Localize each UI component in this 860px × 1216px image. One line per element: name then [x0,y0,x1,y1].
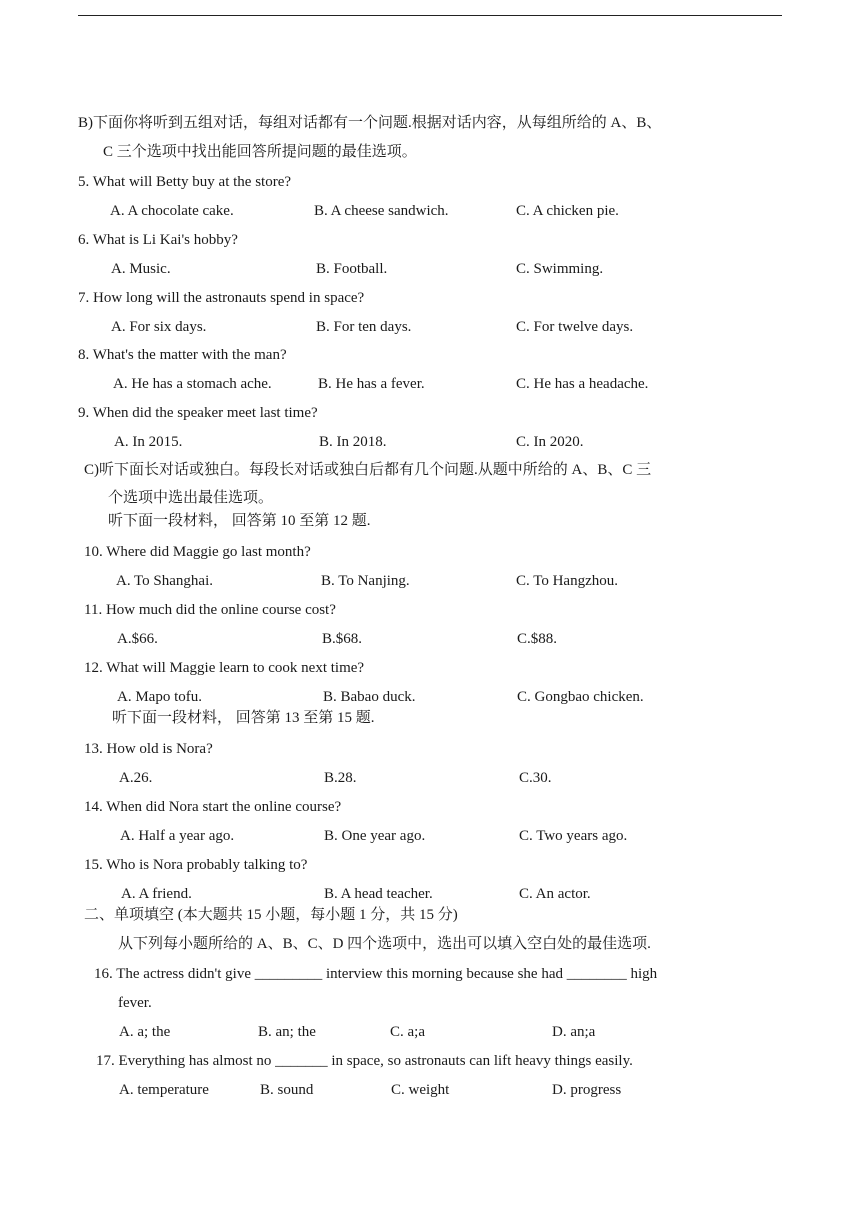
q7-option-b: B. For ten days. [316,319,412,335]
q17-option-c: C. weight [391,1082,450,1098]
question-11: 11. How much did the online course cost? [84,602,336,618]
q16-option-b: B. an; the [258,1024,316,1040]
q12-option-a: A. Mapo tofu. [117,689,202,705]
q17-option-b: B. sound [260,1082,314,1098]
question-8: 8. What's the matter with the man? [78,347,287,363]
question-14: 14. When did Nora start the online course? [84,799,342,815]
q6-option-a: A. Music. [111,261,171,277]
q10-option-a: A. To Shanghai. [116,573,214,589]
q8-option-c: C. He has a headache. [516,376,649,392]
q16-option-a: A. a; the [119,1024,171,1040]
q12-option-b: B. Babao duck. [323,689,416,705]
q9-option-a: A. In 2015. [114,434,183,450]
question-17: 17. Everything has almost no _______ in space, so astronauts can lift heavy things easily. [96,1053,633,1069]
q8-option-b: B. He has a fever. [318,376,425,392]
q14-option-b: B. One year ago. [324,828,426,844]
q5-option-a: A. A chocolate cake. [110,203,234,219]
q8-option-a: A. He has a stomach ache. [113,376,272,392]
q6-option-b: B. Football. [316,261,388,277]
question-10: 10. Where did Maggie go last month? [84,544,311,560]
question-5: 5. What will Betty buy at the store? [78,174,292,190]
q9-option-c: C. In 2020. [516,434,584,450]
section-c-intro-line2: 个选项中选出最佳选项。 [108,490,274,506]
section-b-intro-line1: B)下面你将听到五组对话，每组对话都有一个问题.根据对话内容，从每组所给的 A、B、 [78,115,662,131]
q11-option-c: C.$88. [517,631,558,647]
q14-option-c: C. Two years ago. [519,828,628,844]
q10-option-c: C. To Hangzhou. [516,573,618,589]
q11-option-b: B.$68. [322,631,363,647]
q9-option-b: B. In 2018. [319,434,387,450]
header-rule [78,15,782,16]
q16-option-d: D. an;a [552,1024,596,1040]
section-c-note-1: 听下面一段材料， 回答第 10 至第 12 题. [108,513,371,529]
q14-option-a: A. Half a year ago. [120,828,235,844]
question-13: 13. How old is Nora? [84,741,213,757]
question-16-line2: fever. [118,995,152,1011]
q17-option-a: A. temperature [119,1082,209,1098]
q13-option-b: B.28. [324,770,357,786]
q15-option-a: A. A friend. [121,886,192,902]
q7-option-c: C. For twelve days. [516,319,634,335]
question-7: 7. How long will the astronauts spend in space? [78,290,365,306]
section-b-intro-line2: C 三个选项中找出能回答所提问题的最佳选项。 [103,144,417,160]
q17-option-d: D. progress [552,1082,622,1098]
q7-option-a: A. For six days. [111,319,207,335]
q5-option-c: C. A chicken pie. [516,203,619,219]
q11-option-a: A.$66. [117,631,158,647]
question-15: 15. Who is Nora probably talking to? [84,857,308,873]
q16-option-c: C. a;a [390,1024,425,1040]
q12-option-c: C. Gongbao chicken. [517,689,644,705]
section-c-intro-line1: C)听下面长对话或独白。每段长对话或独白后都有几个问题.从题中所给的 A、B、C 三 [84,462,652,478]
question-12: 12. What will Maggie learn to cook next time? [84,660,365,676]
q10-option-b: B. To Nanjing. [321,573,410,589]
section-c-note-2: 听下面一段材料， 回答第 13 至第 15 题. [112,710,375,726]
q15-option-b: B. A head teacher. [324,886,433,902]
q13-option-a: A.26. [119,770,153,786]
part-2-heading: 二、单项填空 (本大题共 15 小题，每小题 1 分，共 15 分) [84,907,458,923]
question-16-line1: 16. The actress didn't give _________ interview this morning because she had ________ high [94,966,658,982]
q6-option-c: C. Swimming. [516,261,604,277]
question-9: 9. When did the speaker meet last time? [78,405,318,421]
q13-option-c: C.30. [519,770,552,786]
q15-option-c: C. An actor. [519,886,591,902]
part-2-instruction: 从下列每小题所给的 A、B、C、D 四个选项中，选出可以填入空白处的最佳选项. [118,936,651,952]
q5-option-b: B. A cheese sandwich. [314,203,449,219]
question-6: 6. What is Li Kai's hobby? [78,232,238,248]
